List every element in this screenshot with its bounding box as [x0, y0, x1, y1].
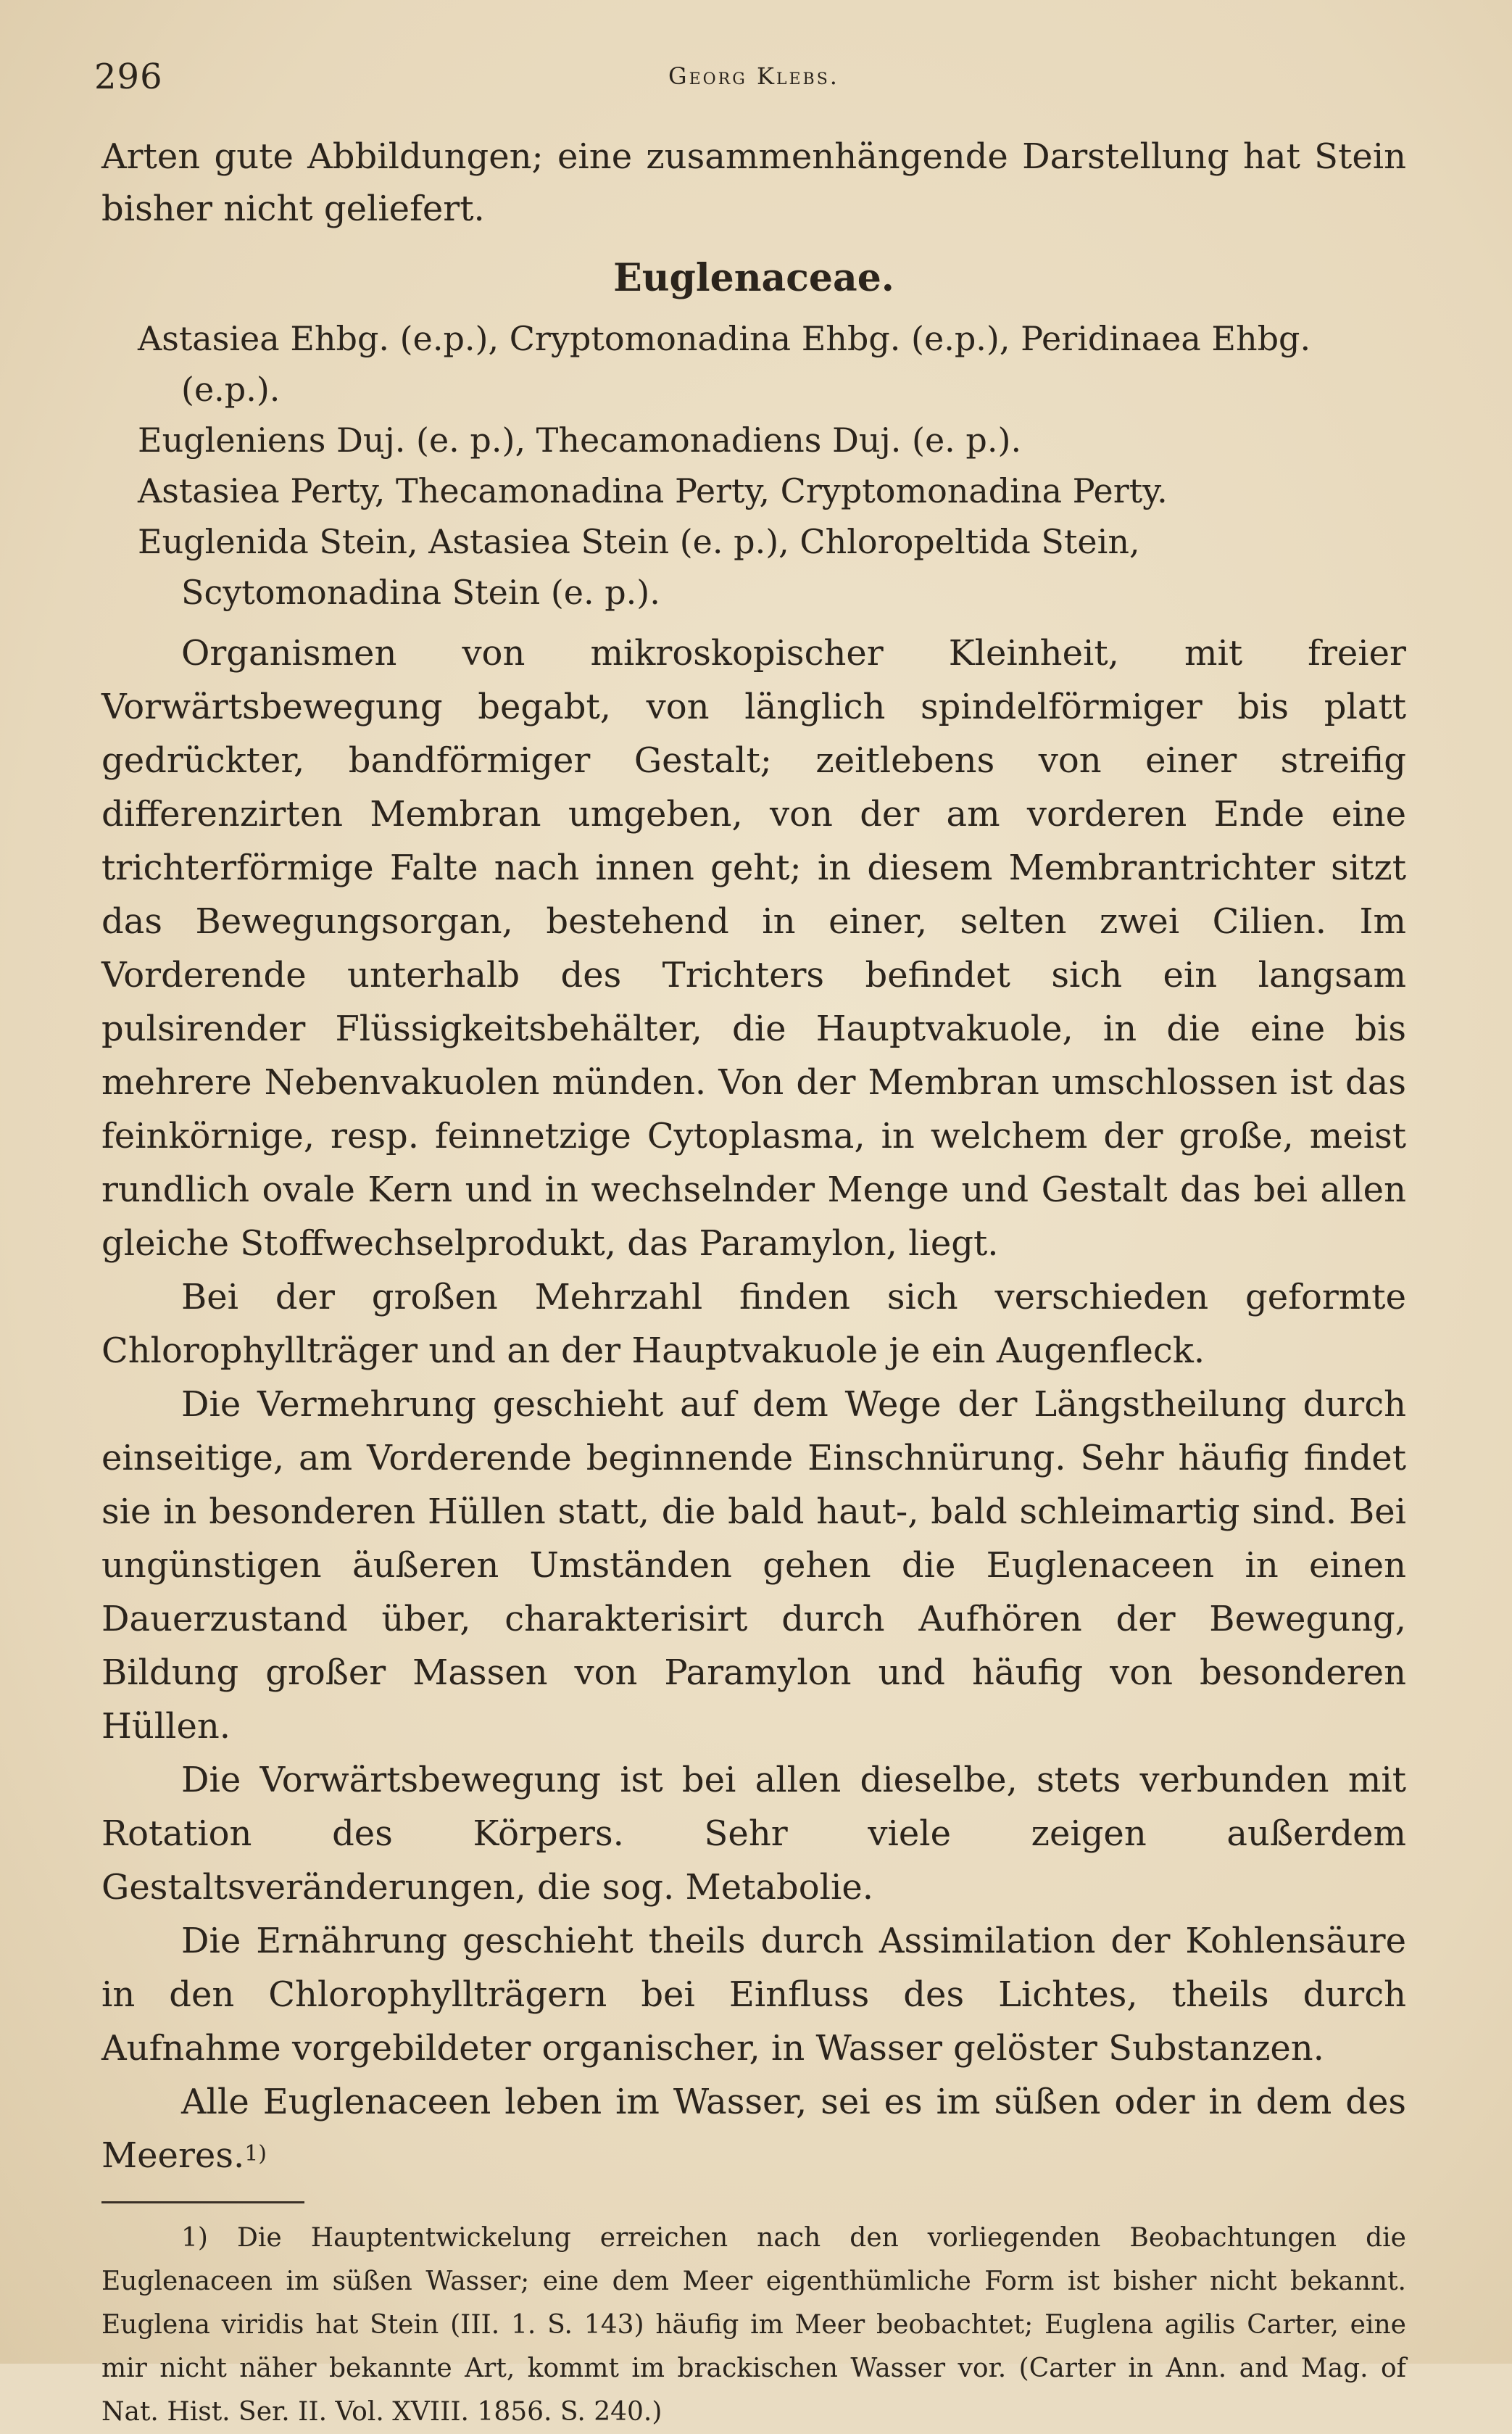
- synonym-entry: Euglenida Stein, Astasiea Stein (e. p.), Chloropeltida Stein, Scytomonadina Stein (e. p.).: [138, 522, 1140, 612]
- body-paragraph: Organismen von mikroskopischer Kleinheit, mit freier Vorwärtsbewegung begabt, von länglich spindelförmiger bis platt gedrückter, bandförmiger Gestalt; zeitlebens von einer streifig differenzirten Membran umgeben, von der am vorderen Ende eine trichterförmige Falte nach innen geht; in diesem Membrantrichter sitzt das Bewegungsorgan, bestehend in einer, selten zwei Cilien. Im Vorderende unterhalb des Trichters befindet sich ein langsam pulsirender Flüssigkeitsbehälter, die Hauptvakuole, in die eine bis mehrere Nebenvakuolen münden. Von der Membran umschlossen ist das feinkörnige, resp. feinnetzige Cytoplasma, in welchem der große, meist rundlich ovale Kern und in wechselnder Menge und Gestalt das bei allen gleiche Stoffwechselprodukt, das Paramylon, liegt.: [101, 633, 1406, 1264]
- body-paragraph-last: [101, 2075, 1406, 2182]
- synonym-list: [101, 313, 1406, 618]
- footnote: [101, 2216, 1406, 2434]
- page-number: 296: [94, 57, 163, 97]
- synonym-entry: Astasiea Ehbg. (e.p.), Cryptomonadina Ehbg. (e.p.), Peridinaea Ehbg. (e.p.).: [138, 319, 1311, 409]
- synonym-entry: Eugleniens Duj. (e. p.), Thecamonadiens Duj. (e. p.).: [138, 421, 1022, 460]
- main-text: [101, 131, 1406, 2434]
- body-paragraph: Bei der großen Mehrzahl finden sich verschieden geformte Chlorophyllträger und an der Hauptvakuole je ein Augenfleck.: [101, 1277, 1406, 1371]
- synonym-entry: Astasiea Perty, Thecamonadina Perty, Cryptomonadina Perty.: [138, 471, 1168, 510]
- body-paragraph: Die Vorwärtsbewegung ist bei allen dieselbe, stets verbunden mit Rotation des Körpers. Sehr viele zeigen außerdem Gestaltsveränderungen, die sog. Metabolie.: [101, 1760, 1406, 1908]
- page-header: [94, 57, 1413, 107]
- body-paragraph: Die Ernährung geschieht theils durch Assimilation der Kohlensäure in den Chlorophyllträgern bei Einfluss des Lichtes, theils durch Aufnahme vorgebildeter organischer, in Wasser gelöster Substanzen.: [101, 1921, 1406, 2069]
- footnote-text: 1) Die Hauptentwickelung erreichen nach den vorliegenden Beobachtungen die Euglenaceen im süßen Wasser; eine dem Meer eigenthümliche Form ist bisher nicht bekannt. Euglena viridis hat Stein (III. 1. S. 143) häufig im Meer beobachtet; Euglena agilis Carter, eine mir nicht näher bekannte Art, kommt im brackischen Wasser vor. (Carter in Ann. and Mag. of Nat. Hist. Ser. II. Vol. XVIII. 1856. S. 240.): [101, 2223, 1406, 2427]
- last-paragraph-text: Alle Euglenaceen leben im Wasser, sei es im süßen oder in dem des Meeres.: [101, 2082, 1406, 2176]
- section-title: Euglenaceae.: [613, 256, 894, 300]
- body-paragraph: Die Vermehrung geschieht auf dem Wege der Längstheilung durch einseitige, am Vorderende beginnende Einschnürung. Sehr häufig findet sie in besonderen Hüllen statt, die bald haut-, bald schleimartig sind. Bei ungünstigen äußeren Umständen gehen die Euglenaceen in einen Dauerzustand über, charakterisirt durch Aufhören der Bewegung, Bildung großer Massen von Paramylon und häufig von besonderen Hüllen.: [101, 1384, 1406, 1747]
- intro-paragraph-wrapper: [101, 131, 1406, 235]
- running-head: Georg Klebs.: [668, 62, 839, 90]
- footnote-reference: 1): [244, 2141, 267, 2166]
- footnote-divider: [101, 2201, 304, 2203]
- intro-paragraph: Arten gute Abbildungen; eine zusammenhängende Darstellung hat Stein bisher nicht geliefert.: [101, 136, 1406, 229]
